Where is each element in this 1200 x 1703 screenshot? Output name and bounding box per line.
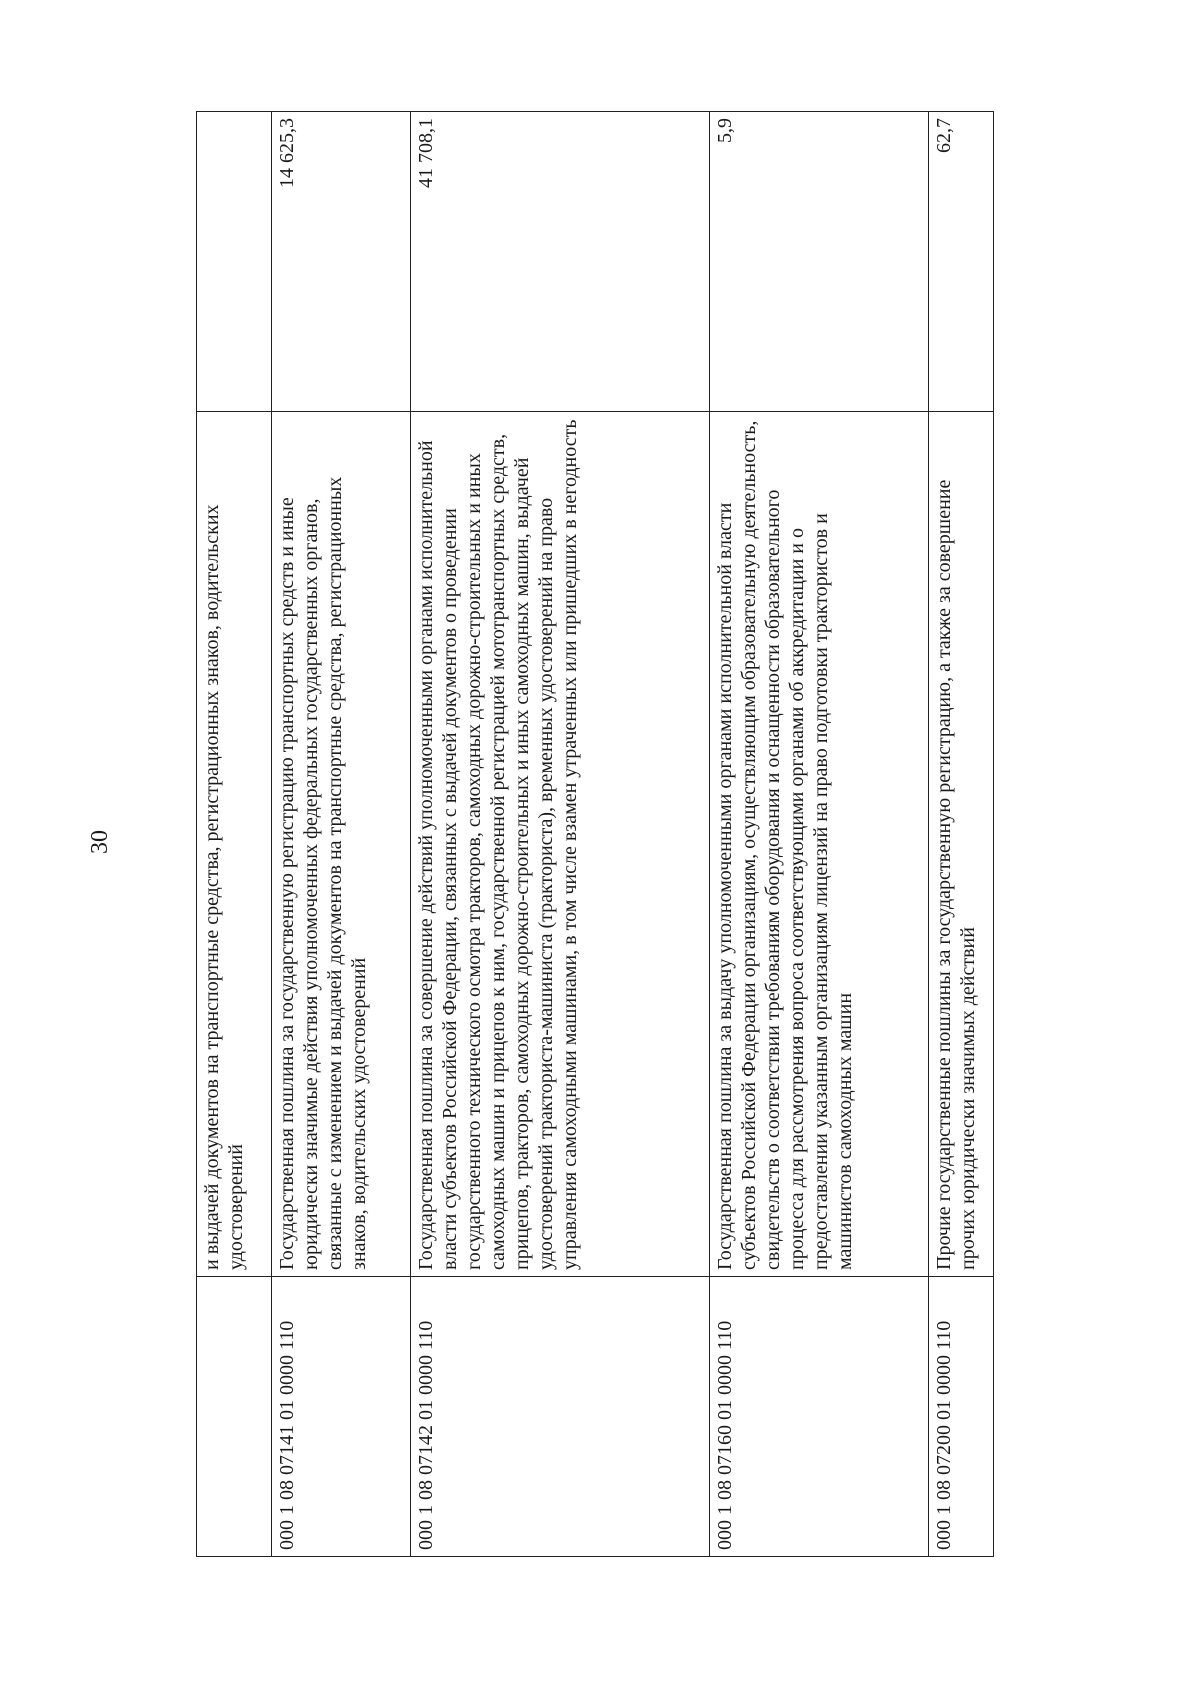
page-number: 30 (87, 830, 113, 854)
table-row (197, 112, 272, 1557)
table-row (411, 112, 710, 1557)
amount-cell: 41 708,1 (411, 112, 710, 412)
amount-cell: 62,7 (929, 112, 994, 412)
amount-cell (197, 112, 272, 412)
budget-code-cell: 000 1 08 07141 01 0000 110 (272, 1277, 411, 1557)
table-row (710, 112, 929, 1557)
description-cell: Прочие государственные пошлины за государственную регистрацию, а также за совершение прочих юридически значимых действий (929, 412, 994, 1277)
budget-code-cell (197, 1277, 272, 1557)
budget-code-cell: 000 1 08 07160 01 0000 110 (710, 1277, 929, 1557)
budget-code-cell: 000 1 08 07200 01 0000 110 (929, 1277, 994, 1557)
description-cell: и выдачей документов на транспортные средства, регистрационных знаков, водительских удостоверений (197, 412, 272, 1277)
description-cell: Государственная пошлина за совершение действий уполномоченными органами исполнительной власти субъектов Российской Федерации, связанных с выдачей документов о проведении государственного технического осмотра тракторов, самоходных дорожно-строительных и иных самоходных машин и прицепов к ним, государственной регистрацией мототранспортных средств, прицепов, тракторов, самоходных дорожно-строительных и иных самоходных машин, выдачей удостоверений тракториста-машиниста (тракториста), временных удостоверений на право управления самоходными машинами, в том числе взамен утраченных или пришедших в негодность (411, 412, 710, 1277)
description-cell: Государственная пошлина за выдачу уполномоченными органами исполнительной власти субъектов Российской Федерации организациям, осуществляющим образовательную деятельность, свидетельств о соответствии требованиям оборудования и оснащенности образовательного процесса для рассмотрения вопроса соответствующими органами об аккредитации и о предоставлении указанным организациям лицензий на право подготовки трактористов и машинистов самоходных машин (710, 412, 929, 1277)
amount-cell: 5,9 (710, 112, 929, 412)
amount-cell: 14 625,3 (272, 112, 411, 412)
table-row (272, 112, 411, 1557)
budget-code-cell: 000 1 08 07142 01 0000 110 (411, 1277, 710, 1557)
revenue-table (196, 111, 994, 1557)
description-cell: Государственная пошлина за государственную регистрацию транспортных средств и иные юридически значимые действия уполномоченных федеральных государственных органов, связанные с изменением и выдачей документов на транспортные средства, регистрационных знаков, водительских удостоверений (272, 412, 411, 1277)
table-row (929, 112, 994, 1557)
revenue-table-container (196, 112, 1016, 1557)
